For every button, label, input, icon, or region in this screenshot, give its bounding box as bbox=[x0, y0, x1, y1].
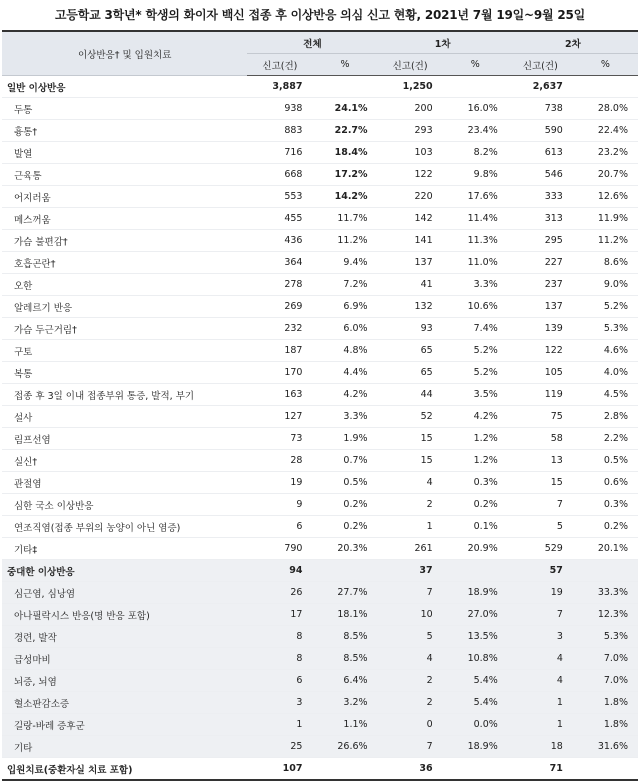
reaction-label: 혈소판감소증 bbox=[2, 692, 247, 714]
dose2-percent: 4.5% bbox=[573, 384, 638, 406]
dose1-count: 141 bbox=[378, 230, 443, 252]
dose2-percent: 12.3% bbox=[573, 604, 638, 626]
dose2-count: 333 bbox=[508, 186, 573, 208]
dose2-count: 4 bbox=[508, 670, 573, 692]
dose2-count: 5 bbox=[508, 516, 573, 538]
dose2-percent: 22.4% bbox=[573, 120, 638, 142]
dose1-percent: 5.4% bbox=[443, 692, 508, 714]
reaction-label: 실신† bbox=[2, 450, 247, 472]
table-row bbox=[2, 604, 638, 626]
dose2-percent: 20.7% bbox=[573, 164, 638, 186]
section-row bbox=[2, 758, 638, 781]
dose1-count: 122 bbox=[378, 164, 443, 186]
dose2-count: 1 bbox=[508, 692, 573, 714]
total-count: 6 bbox=[247, 670, 312, 692]
reaction-label: 뇌증, 뇌염 bbox=[2, 670, 247, 692]
dose2-count: 1 bbox=[508, 714, 573, 736]
total-percent: 4.2% bbox=[312, 384, 377, 406]
dose2-percent: 5.2% bbox=[573, 296, 638, 318]
dose2-count: 57 bbox=[508, 560, 573, 582]
dose2-percent: 0.2% bbox=[573, 516, 638, 538]
total-count: 94 bbox=[247, 560, 312, 582]
table-row bbox=[2, 450, 638, 472]
dose1-count: 1,250 bbox=[378, 76, 443, 98]
dose1-count: 132 bbox=[378, 296, 443, 318]
table-body bbox=[2, 76, 638, 781]
dose2-count: 738 bbox=[508, 98, 573, 120]
total-percent bbox=[312, 76, 377, 98]
table-row bbox=[2, 692, 638, 714]
dose2-percent: 0.3% bbox=[573, 494, 638, 516]
dose1-count: 2 bbox=[378, 494, 443, 516]
total-count: 938 bbox=[247, 98, 312, 120]
dose1-count: 2 bbox=[378, 692, 443, 714]
dose1-percent: 18.9% bbox=[443, 736, 508, 758]
total-count: 17 bbox=[247, 604, 312, 626]
dose1-percent: 13.5% bbox=[443, 626, 508, 648]
reaction-label: 오한 bbox=[2, 274, 247, 296]
dose2-percent: 8.6% bbox=[573, 252, 638, 274]
dose1-count: 5 bbox=[378, 626, 443, 648]
total-percent: 11.2% bbox=[312, 230, 377, 252]
dose1-count: 293 bbox=[378, 120, 443, 142]
total-count: 364 bbox=[247, 252, 312, 274]
total-percent: 27.7% bbox=[312, 582, 377, 604]
row-header-label: 이상반응† 및 입원치료 bbox=[2, 31, 247, 76]
dose2-count: 13 bbox=[508, 450, 573, 472]
dose2-percent: 0.6% bbox=[573, 472, 638, 494]
dose1-percent bbox=[443, 76, 508, 98]
dose1-count: 36 bbox=[378, 758, 443, 781]
reaction-label: 근육통 bbox=[2, 164, 247, 186]
total-percent: 1.1% bbox=[312, 714, 377, 736]
dose1-percent: 10.6% bbox=[443, 296, 508, 318]
dose1-count: 142 bbox=[378, 208, 443, 230]
dose2-percent: 33.3% bbox=[573, 582, 638, 604]
adverse-reaction-table bbox=[2, 30, 638, 781]
table-row bbox=[2, 406, 638, 428]
dose2-count: 119 bbox=[508, 384, 573, 406]
total-percent: 0.5% bbox=[312, 472, 377, 494]
total-percent: 6.9% bbox=[312, 296, 377, 318]
dose1-percent: 3.5% bbox=[443, 384, 508, 406]
table-row bbox=[2, 340, 638, 362]
reaction-label: 가슴 불편감† bbox=[2, 230, 247, 252]
total-count: 668 bbox=[247, 164, 312, 186]
total-count: 163 bbox=[247, 384, 312, 406]
table-row bbox=[2, 670, 638, 692]
dose2-percent: 4.0% bbox=[573, 362, 638, 384]
dose1-percent: 11.3% bbox=[443, 230, 508, 252]
total-count: 26 bbox=[247, 582, 312, 604]
dose2-count: 7 bbox=[508, 494, 573, 516]
table-row bbox=[2, 582, 638, 604]
dose2-count: 295 bbox=[508, 230, 573, 252]
dose2-count: 7 bbox=[508, 604, 573, 626]
section-row bbox=[2, 76, 638, 98]
total-percent: 3.2% bbox=[312, 692, 377, 714]
total-count: 73 bbox=[247, 428, 312, 450]
total-percent: 18.4% bbox=[312, 142, 377, 164]
total-count: 436 bbox=[247, 230, 312, 252]
dose1-count: 41 bbox=[378, 274, 443, 296]
dose2-count: 227 bbox=[508, 252, 573, 274]
dose2-percent: 1.8% bbox=[573, 692, 638, 714]
reaction-label: 발열 bbox=[2, 142, 247, 164]
dose1-count: 0 bbox=[378, 714, 443, 736]
dose2-percent: 9.0% bbox=[573, 274, 638, 296]
table-row bbox=[2, 428, 638, 450]
total-count: 790 bbox=[247, 538, 312, 560]
dose2-count: 19 bbox=[508, 582, 573, 604]
dose2-percent: 31.6% bbox=[573, 736, 638, 758]
dose2-count: 313 bbox=[508, 208, 573, 230]
total-count: 553 bbox=[247, 186, 312, 208]
dose2-count: 3 bbox=[508, 626, 573, 648]
reaction-label: 메스꺼움 bbox=[2, 208, 247, 230]
dose2-percent: 12.6% bbox=[573, 186, 638, 208]
reaction-label: 접종 후 3일 이내 접종부위 통증, 발적, 부기 bbox=[2, 384, 247, 406]
dose1-percent: 5.2% bbox=[443, 362, 508, 384]
dose2-percent: 11.9% bbox=[573, 208, 638, 230]
total-percent: 17.2% bbox=[312, 164, 377, 186]
total-count: 3,887 bbox=[247, 76, 312, 98]
dose1-count: 93 bbox=[378, 318, 443, 340]
reaction-label: 구토 bbox=[2, 340, 247, 362]
dose1-percent: 8.2% bbox=[443, 142, 508, 164]
reaction-label: 중대한 이상반응 bbox=[2, 560, 247, 582]
table-row bbox=[2, 538, 638, 560]
table-row bbox=[2, 274, 638, 296]
total-percent: 7.2% bbox=[312, 274, 377, 296]
total-percent: 18.1% bbox=[312, 604, 377, 626]
total-count: 107 bbox=[247, 758, 312, 781]
dose2-percent bbox=[573, 560, 638, 582]
dose2-percent bbox=[573, 76, 638, 98]
table-row bbox=[2, 516, 638, 538]
dose1-percent: 0.1% bbox=[443, 516, 508, 538]
dose1-percent: 0.2% bbox=[443, 494, 508, 516]
table-row bbox=[2, 120, 638, 142]
col-header-pct: % bbox=[573, 54, 638, 76]
table-row bbox=[2, 318, 638, 340]
col-header-count: 신고(건) bbox=[378, 54, 443, 76]
table-row bbox=[2, 714, 638, 736]
dose1-percent: 4.2% bbox=[443, 406, 508, 428]
dose1-percent: 27.0% bbox=[443, 604, 508, 626]
reaction-label: 심한 국소 이상반응 bbox=[2, 494, 247, 516]
reaction-label: 흉통† bbox=[2, 120, 247, 142]
dose2-percent: 0.5% bbox=[573, 450, 638, 472]
total-count: 6 bbox=[247, 516, 312, 538]
group-header-dose1: 1차 bbox=[378, 31, 508, 54]
dose1-percent: 23.4% bbox=[443, 120, 508, 142]
total-percent: 0.7% bbox=[312, 450, 377, 472]
dose1-percent: 11.0% bbox=[443, 252, 508, 274]
reaction-label: 아나필락시스 반응(명 반응 포함) bbox=[2, 604, 247, 626]
dose1-percent: 5.2% bbox=[443, 340, 508, 362]
dose1-count: 7 bbox=[378, 582, 443, 604]
dose2-count: 105 bbox=[508, 362, 573, 384]
total-percent bbox=[312, 758, 377, 781]
table-row bbox=[2, 362, 638, 384]
table-row bbox=[2, 186, 638, 208]
total-count: 455 bbox=[247, 208, 312, 230]
dose2-percent: 2.2% bbox=[573, 428, 638, 450]
reaction-label: 경련, 발작 bbox=[2, 626, 247, 648]
reaction-label: 호흡곤란† bbox=[2, 252, 247, 274]
dose2-count: 71 bbox=[508, 758, 573, 781]
total-count: 127 bbox=[247, 406, 312, 428]
dose1-percent: 10.8% bbox=[443, 648, 508, 670]
dose1-count: 65 bbox=[378, 362, 443, 384]
table-row bbox=[2, 230, 638, 252]
total-count: 170 bbox=[247, 362, 312, 384]
total-count: 716 bbox=[247, 142, 312, 164]
reaction-label: 어지러움 bbox=[2, 186, 247, 208]
dose2-percent: 2.8% bbox=[573, 406, 638, 428]
dose1-count: 52 bbox=[378, 406, 443, 428]
dose1-count: 15 bbox=[378, 428, 443, 450]
dose2-percent: 5.3% bbox=[573, 318, 638, 340]
total-percent: 3.3% bbox=[312, 406, 377, 428]
reaction-label: 일반 이상반응 bbox=[2, 76, 247, 98]
reaction-label: 기타‡ bbox=[2, 538, 247, 560]
total-percent: 4.4% bbox=[312, 362, 377, 384]
table-row bbox=[2, 736, 638, 758]
dose1-percent: 0.3% bbox=[443, 472, 508, 494]
total-percent: 22.7% bbox=[312, 120, 377, 142]
dose2-count: 2,637 bbox=[508, 76, 573, 98]
col-header-count: 신고(건) bbox=[508, 54, 573, 76]
reaction-label: 복통 bbox=[2, 362, 247, 384]
total-count: 28 bbox=[247, 450, 312, 472]
total-percent: 9.4% bbox=[312, 252, 377, 274]
reaction-label: 급성마비 bbox=[2, 648, 247, 670]
table-row bbox=[2, 98, 638, 120]
dose1-count: 4 bbox=[378, 648, 443, 670]
dose2-count: 58 bbox=[508, 428, 573, 450]
dose2-count: 15 bbox=[508, 472, 573, 494]
dose1-percent: 1.2% bbox=[443, 428, 508, 450]
dose1-count: 15 bbox=[378, 450, 443, 472]
reaction-label: 연조직염(접종 부위의 농양이 아닌 염증) bbox=[2, 516, 247, 538]
total-percent: 6.0% bbox=[312, 318, 377, 340]
reaction-label: 관절염 bbox=[2, 472, 247, 494]
total-count: 8 bbox=[247, 626, 312, 648]
total-percent: 8.5% bbox=[312, 648, 377, 670]
dose2-count: 122 bbox=[508, 340, 573, 362]
col-header-pct: % bbox=[443, 54, 508, 76]
dose1-count: 200 bbox=[378, 98, 443, 120]
dose2-count: 137 bbox=[508, 296, 573, 318]
total-count: 25 bbox=[247, 736, 312, 758]
total-percent: 14.2% bbox=[312, 186, 377, 208]
reaction-label: 입원치료(중환자실 치료 포함) bbox=[2, 758, 247, 781]
dose1-count: 220 bbox=[378, 186, 443, 208]
total-count: 187 bbox=[247, 340, 312, 362]
dose2-percent: 23.2% bbox=[573, 142, 638, 164]
dose1-count: 10 bbox=[378, 604, 443, 626]
table-row bbox=[2, 296, 638, 318]
table-row bbox=[2, 494, 638, 516]
dose2-percent: 20.1% bbox=[573, 538, 638, 560]
dose1-count: 65 bbox=[378, 340, 443, 362]
dose2-percent: 7.0% bbox=[573, 648, 638, 670]
total-percent: 6.4% bbox=[312, 670, 377, 692]
total-count: 278 bbox=[247, 274, 312, 296]
total-percent bbox=[312, 560, 377, 582]
dose1-percent: 1.2% bbox=[443, 450, 508, 472]
col-header-pct: % bbox=[312, 54, 377, 76]
total-percent: 11.7% bbox=[312, 208, 377, 230]
total-count: 19 bbox=[247, 472, 312, 494]
dose1-count: 103 bbox=[378, 142, 443, 164]
dose2-count: 590 bbox=[508, 120, 573, 142]
dose1-percent: 0.0% bbox=[443, 714, 508, 736]
total-percent: 26.6% bbox=[312, 736, 377, 758]
dose2-percent: 4.6% bbox=[573, 340, 638, 362]
dose1-percent: 20.9% bbox=[443, 538, 508, 560]
group-header-total: 전체 bbox=[247, 31, 377, 54]
dose2-count: 613 bbox=[508, 142, 573, 164]
total-percent: 24.1% bbox=[312, 98, 377, 120]
reaction-label: 알레르기 반응 bbox=[2, 296, 247, 318]
section-row bbox=[2, 560, 638, 582]
dose2-percent: 7.0% bbox=[573, 670, 638, 692]
total-percent: 1.9% bbox=[312, 428, 377, 450]
dose1-count: 2 bbox=[378, 670, 443, 692]
dose2-count: 139 bbox=[508, 318, 573, 340]
dose1-percent bbox=[443, 758, 508, 781]
table-row bbox=[2, 142, 638, 164]
dose1-percent: 7.4% bbox=[443, 318, 508, 340]
table-row bbox=[2, 472, 638, 494]
dose2-count: 529 bbox=[508, 538, 573, 560]
dose1-count: 137 bbox=[378, 252, 443, 274]
total-percent: 0.2% bbox=[312, 516, 377, 538]
table-row bbox=[2, 626, 638, 648]
total-percent: 0.2% bbox=[312, 494, 377, 516]
dose2-count: 75 bbox=[508, 406, 573, 428]
dose2-count: 4 bbox=[508, 648, 573, 670]
table-row bbox=[2, 384, 638, 406]
table-row bbox=[2, 164, 638, 186]
dose1-percent: 3.3% bbox=[443, 274, 508, 296]
reaction-label: 기타 bbox=[2, 736, 247, 758]
dose1-percent: 5.4% bbox=[443, 670, 508, 692]
dose2-percent: 11.2% bbox=[573, 230, 638, 252]
dose2-percent: 1.8% bbox=[573, 714, 638, 736]
dose1-count: 1 bbox=[378, 516, 443, 538]
dose1-percent bbox=[443, 560, 508, 582]
col-header-count: 신고(건) bbox=[247, 54, 312, 76]
total-count: 9 bbox=[247, 494, 312, 516]
reaction-label: 설사 bbox=[2, 406, 247, 428]
dose1-count: 37 bbox=[378, 560, 443, 582]
total-count: 8 bbox=[247, 648, 312, 670]
reaction-label: 두통 bbox=[2, 98, 247, 120]
dose2-count: 237 bbox=[508, 274, 573, 296]
total-count: 269 bbox=[247, 296, 312, 318]
total-count: 1 bbox=[247, 714, 312, 736]
total-percent: 20.3% bbox=[312, 538, 377, 560]
table-row bbox=[2, 648, 638, 670]
dose2-percent: 5.3% bbox=[573, 626, 638, 648]
table-row bbox=[2, 252, 638, 274]
total-count: 3 bbox=[247, 692, 312, 714]
dose2-count: 18 bbox=[508, 736, 573, 758]
dose2-percent: 28.0% bbox=[573, 98, 638, 120]
total-count: 232 bbox=[247, 318, 312, 340]
group-header-dose2: 2차 bbox=[508, 31, 638, 54]
dose2-count: 546 bbox=[508, 164, 573, 186]
reaction-label: 가슴 두근거림† bbox=[2, 318, 247, 340]
dose1-percent: 17.6% bbox=[443, 186, 508, 208]
dose1-percent: 18.9% bbox=[443, 582, 508, 604]
dose1-percent: 16.0% bbox=[443, 98, 508, 120]
total-percent: 4.8% bbox=[312, 340, 377, 362]
dose2-percent bbox=[573, 758, 638, 781]
dose1-percent: 11.4% bbox=[443, 208, 508, 230]
dose1-count: 7 bbox=[378, 736, 443, 758]
dose1-count: 4 bbox=[378, 472, 443, 494]
reaction-label: 심근염, 심낭염 bbox=[2, 582, 247, 604]
total-count: 883 bbox=[247, 120, 312, 142]
reaction-label: 림프선염 bbox=[2, 428, 247, 450]
table-title: 고등학교 3학년* 학생의 화이자 백신 접종 후 이상반응 의심 신고 현황, 2021년 7월 19일~9월 25일 bbox=[54, 8, 586, 22]
table-row bbox=[2, 208, 638, 230]
dose1-percent: 9.8% bbox=[443, 164, 508, 186]
total-percent: 8.5% bbox=[312, 626, 377, 648]
dose1-count: 44 bbox=[378, 384, 443, 406]
reaction-label: 길랑-바레 증후군 bbox=[2, 714, 247, 736]
dose1-count: 261 bbox=[378, 538, 443, 560]
